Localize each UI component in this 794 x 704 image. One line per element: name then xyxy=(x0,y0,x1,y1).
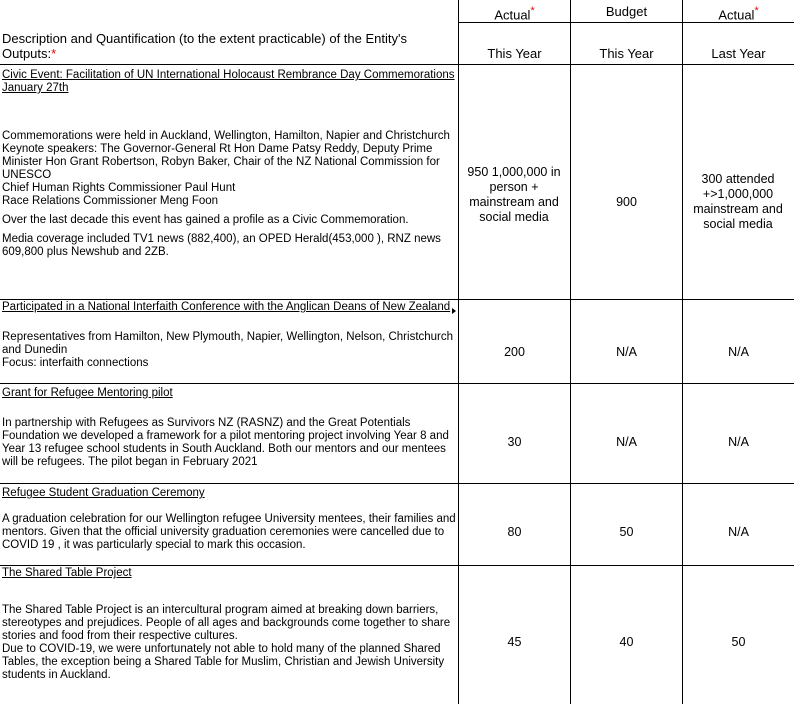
row-divider xyxy=(0,483,794,484)
row-paragraph: Media coverage included TV1 news (882,400), an OPED Herald(453,000 ), RNZ news 609,800 plus Newshub and 2ZB. xyxy=(2,233,441,258)
row-title: Grant for Refugee Mentoring pilot xyxy=(2,387,173,399)
actual-last-year-value: N/A xyxy=(728,345,749,359)
row-divider xyxy=(0,565,794,566)
row-description xyxy=(2,487,456,552)
subheader-this-year: This Year xyxy=(487,46,542,61)
header-budget xyxy=(571,4,682,19)
row-description xyxy=(2,301,456,370)
actual-this-year-value: 200 xyxy=(504,345,525,359)
header-actual-this-year xyxy=(459,4,570,22)
budget-value: N/A xyxy=(616,345,637,359)
row-title: Civic Event: Facilitation of UN International Holocaust Rembrance Day Commemorations January 27th xyxy=(2,69,455,94)
row-paragraph: In partnership with Refugees as Survivors NZ (RASNZ) and the Great Potentials Foundation we developed a framework for a pilot mentoring project involving Year 8 and Year 13 refugee school students in South Auckland. Both our mentors and our mentees will be refugees. The pilot began in February 2021 xyxy=(2,417,449,468)
row-paragraph: Keynote speakers: The Governor-General Rt Hon Dame Patsy Reddy, Deputy Prime Minister Hon Grant Robertson, Robyn Baker, Chair of the NZ National Commission for UNESCO xyxy=(2,143,440,181)
row-divider xyxy=(0,299,794,300)
row-paragraph: Representatives from Hamilton, New Plymouth, Napier, Wellington, Nelson, Christchurch and Dunedin xyxy=(2,331,454,356)
actual-this-year-value: 30 xyxy=(507,435,522,449)
actual-this-year-value: 45 xyxy=(507,635,522,649)
row-title: Participated in a National Interfaith Conference with the Anglican Deans of New Zealand xyxy=(2,301,451,313)
row-description xyxy=(2,567,456,682)
required-star: * xyxy=(754,5,759,17)
row-divider xyxy=(0,64,794,65)
row-paragraph: A graduation celebration for our Wellington refugee University mentees, their families and mentors. Given that the official university graduation ceremonies were cancelled due to COVID 19 , it was particularly special to mark this occasion. xyxy=(2,513,456,551)
row-paragraph: The Shared Table Project is an intercultural program aimed at breaking down barriers, stereotypes and prejudices. People of all ages and backgrounds come together to share stories and food from their respective cultures. xyxy=(2,604,451,642)
cell-marker-icon xyxy=(452,308,456,314)
actual-last-year-value: 50 xyxy=(731,635,746,649)
subheader-this-year: This Year xyxy=(599,46,654,61)
row-description xyxy=(2,387,456,469)
budget-value: 50 xyxy=(619,525,634,539)
header-actual-last-year xyxy=(683,4,794,22)
row-paragraph: Focus: interfaith connections xyxy=(2,357,149,369)
actual-this-year-value: 80 xyxy=(507,525,522,539)
row-paragraph: Commemorations were held in Auckland, Wellington, Hamilton, Napier and Christchurch xyxy=(2,130,450,142)
row-title: Refugee Student Graduation Ceremony xyxy=(2,487,205,499)
row-description xyxy=(2,69,456,259)
description-header xyxy=(2,31,452,61)
actual-last-year-value: 300 attended +>1,000,000 mainstream and social media xyxy=(693,172,783,231)
subheader-last-year: Last Year xyxy=(711,46,766,61)
description-label: Description and Quantification (to the extent practicable) of the Entity's Outputs: xyxy=(2,31,407,61)
required-star: * xyxy=(530,5,535,17)
budget-value: 900 xyxy=(616,195,637,209)
row-paragraph: Race Relations Commissioner Meng Foon xyxy=(2,195,219,207)
row-title: The Shared Table Project xyxy=(2,567,132,579)
row-paragraph: Chief Human Rights Commissioner Paul Hunt xyxy=(2,182,236,194)
required-star: * xyxy=(51,46,57,61)
budget-value: N/A xyxy=(616,435,637,449)
actual-last-year-value: N/A xyxy=(728,525,749,539)
row-paragraph: Due to COVID-19, we were unfortunately not able to hold many of the planned Shared Tables, the exception being a Shared Table for Muslim, Christian and Jewish University students in Auckland. xyxy=(2,643,445,681)
header-label: Actual xyxy=(494,7,531,23)
actual-this-year-value: 950 1,000,000 in person + mainstream and social media xyxy=(467,165,561,224)
budget-value: 40 xyxy=(619,635,634,649)
row-divider xyxy=(0,383,794,384)
row-paragraph: Over the last decade this event has gained a profile as a Civic Commemoration. xyxy=(2,214,409,226)
header-label: Budget xyxy=(605,4,648,19)
header-label: Actual xyxy=(718,7,755,23)
actual-last-year-value: N/A xyxy=(728,435,749,449)
